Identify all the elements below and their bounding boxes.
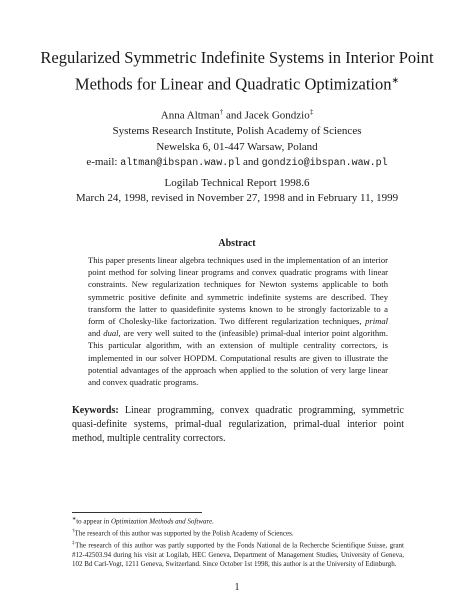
author-2: Jacek Gondzio: [244, 109, 310, 122]
footnote-1: [72, 515, 404, 527]
footnote-2-mark: †: [72, 528, 75, 534]
report-dates: March 24, 1998, revised in November 27, 1998 and in February 11, 1999: [75, 192, 399, 204]
abstract-dual: dual: [103, 328, 119, 339]
address: Newelska 6, 01-447 Warsaw, Poland: [156, 140, 318, 153]
keywords-text: Linear programming, convex quadratic programming, symmetric quasi-definite systems, primal-dual regularization, primal-dual interior point method, multiple centrality correctors.: [72, 405, 404, 444]
abstract-heading: Abstract: [218, 238, 256, 249]
email-2: gondzio@ibspan.waw.pl: [261, 158, 388, 170]
footnote-rule: [72, 512, 202, 513]
footnote-1-journal: Optimization Methods and Software: [111, 517, 213, 526]
footnote-2: [72, 527, 404, 539]
keywords-label: Keywords:: [72, 405, 119, 416]
footnote-3: [72, 539, 404, 570]
report-number: Logilab Technical Report 1998.6: [164, 177, 310, 189]
email-label: e-mail:: [86, 156, 118, 169]
footnote-2-text: The research of this author was supported by the Polish Academy of Sciences.: [74, 529, 294, 538]
report-info: [40, 176, 434, 206]
footnote-1-mark: ∗: [72, 517, 77, 522]
author-names: [40, 105, 434, 124]
title-footnote-mark: ∗: [391, 75, 400, 85]
paper-title: [40, 46, 434, 96]
email-and: and: [243, 156, 259, 169]
abstract-part-a: This paper presents linear algebra techniques used in the implementation of an interior point method for solving linear programs and convex quadratic programs with linear constraints. New regularization techniques for Newton systems applicable to both symmetric positive definite and symmetric indefinite systems are described. They transform the latter to quasidefinite systems known to be strongly factorizable to a form of Cholesky-like factorization. Two different regularization techniques,: [88, 255, 388, 327]
footnote-3-mark: ‡: [72, 540, 76, 546]
email-1: altman@ibspan.waw.pl: [120, 158, 241, 170]
title-line-2: Methods for Linear and Quadratic Optimization: [74, 74, 392, 94]
title-line-1: Regularized Symmetric Indefinite Systems in Interior Point: [40, 48, 434, 67]
footnote-1-end: .: [212, 517, 214, 526]
abstract-primal: primal: [365, 316, 388, 327]
abstract-text: [88, 254, 388, 388]
author-1-mark: †: [219, 108, 224, 116]
footnotes: [72, 515, 404, 570]
author-1: Anna Altman: [160, 109, 220, 122]
footnote-1-text: to appear in: [76, 517, 110, 526]
footnote-3-text: The research of this author was partly supported by the Fonds National de la Recherche Scientifique Suisse, grant #12-42503.94 during his visit at Logilab, HEC Geneva, Department of Management Studies, University of Geneva, 102 Bd Carl-Vogt, 1211 Geneva, Switzerland. Since October 1st 1998, this author is at the University of Edinburgh.: [72, 541, 404, 569]
page-number: 1: [234, 582, 240, 593]
affiliation: Systems Research Institute, Polish Academy of Sciences: [112, 125, 362, 138]
abstract-and: and: [88, 328, 101, 339]
keywords: [72, 404, 404, 446]
author-block: [40, 105, 434, 172]
author-2-mark: ‡: [309, 108, 314, 116]
email-line: [40, 155, 434, 172]
abstract-part-b: , are very well suited to the (infeasible) primal-dual interior point algorithm. This particular algorithm, with an extension of multiple centrality correctors, is implemented in our solver HOPDM. Computational results are given to illustrate the potential advantages of the approach when applied to the solution of very large linear and convex quadratic programs.: [88, 328, 388, 388]
author-and: and: [226, 109, 242, 122]
